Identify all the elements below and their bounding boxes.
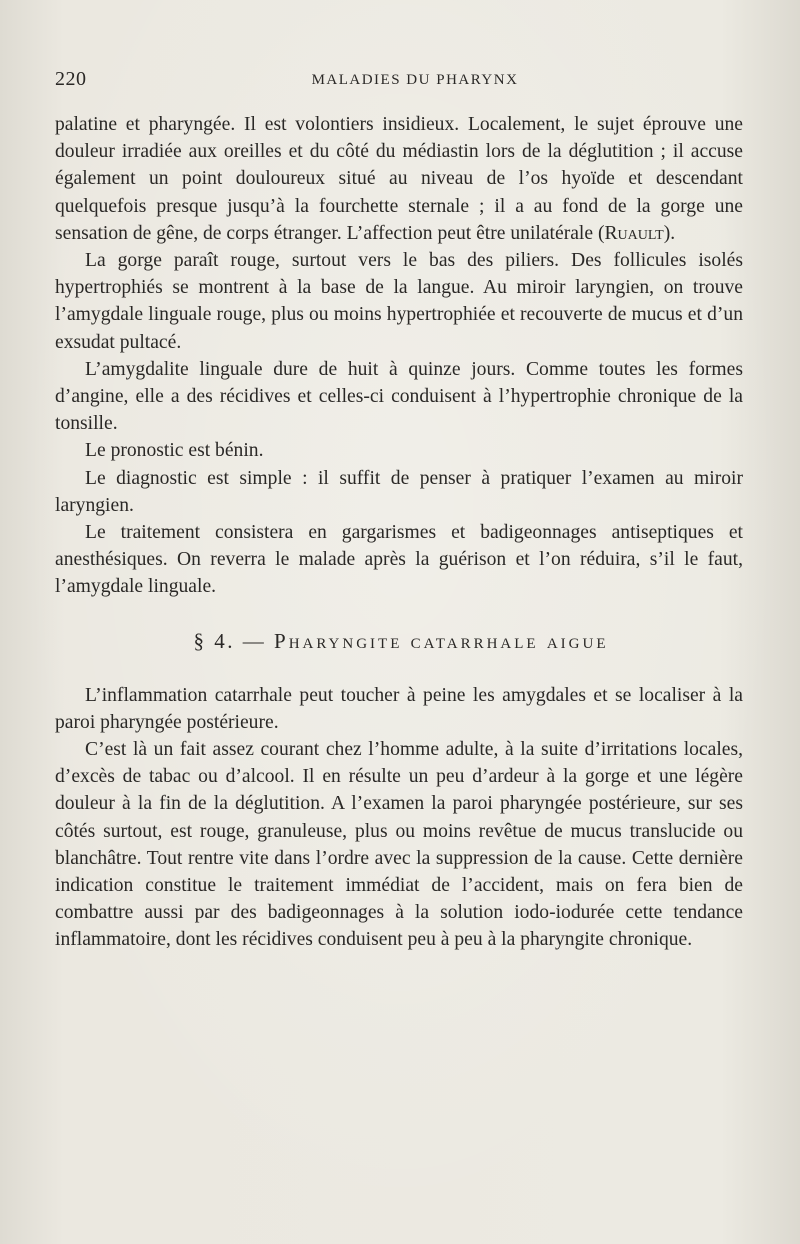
paragraph: Le pronostic est bénin.: [85, 440, 264, 462]
paragraph: L’inflammation catarrhale peut toucher à peine les amygdales et se localiser à la paroi pharyngée postérieure.: [55, 684, 743, 733]
paragraph-text: palatine et pharyngée. Il est volontiers insidieux. Localement, le sujet éprouve une douleur irradiée aux oreilles et du côté du médiastin lors de la déglutition ; il accuse également un point douloureux situé au niveau de l’os hyoïde et descendant quelquefois presque jusqu’à la fourchette sternale ; il a au fond de la gorge une sensation de gêne, de corps étranger. L’affection peut être unilatérale (: [55, 114, 743, 244]
paragraph: C’est là un fait assez courant chez l’homme adulte, à la suite d’irritations locales, d’excès de tabac ou d’alcool. Il en résulte un peu d’ardeur à la gorge et une légère douleur à la fin de la déglutition. A l’examen la paroi pharyngée postérieure, sur ses côtés surtout, est rouge, granuleuse, plus ou moins revêtue de mucus translucide ou blanchâtre. Tout rentre vite dans l’ordre avec la suppression de la cause. Cette dernière indication constitue le traitement immédiat de l’accident, mais on fera bien de combattre aussi par des badigeonnages à la solution iodo-iodurée cette tendance inflammatoire, dont les récidives conduisent peu à peu à la pharyngite chronique.: [55, 739, 743, 951]
paragraph-text-end: ).: [663, 222, 676, 244]
section-title: Pharyngite catarrhale aigue: [274, 628, 609, 653]
paragraph: La gorge paraît rouge, surtout vers le bas des piliers. Des follicules isolés hypertrophiés se montrent à la base de la langue. Au miroir laryngien, on trouve l’amygdale linguale rouge, plus ou moins hypertrophiée et recouverte de mucus et d’un exsudat pultacé.: [55, 250, 743, 353]
page-number: 220: [55, 68, 87, 90]
section-number: § 4.: [193, 628, 236, 653]
paragraph: [55, 111, 743, 247]
page-body: [55, 111, 743, 954]
page-header: [55, 64, 745, 94]
paragraph: L’amygdalite linguale dure de huit à quinze jours. Comme toutes les formes d’angine, elle a des récidives et celles-ci conduisent à l’hypertrophie chronique de la tonsille.: [55, 358, 743, 435]
section-dash: —: [242, 628, 267, 653]
paragraph: Le traitement consistera en gargarismes et badigeonnages antiseptiques et anesthésiques. On reverra le malade après la guérison et l’on réduira, s’il le faut, l’amygdale linguale.: [55, 522, 743, 598]
cited-author: Ruault: [604, 222, 664, 244]
section-heading: [55, 626, 743, 656]
running-title: MALADIES DU PHARYNX: [311, 72, 519, 88]
paragraph: Le diagnostic est simple : il suffit de penser à pratiquer l’examen au miroir laryngien.: [55, 467, 743, 516]
